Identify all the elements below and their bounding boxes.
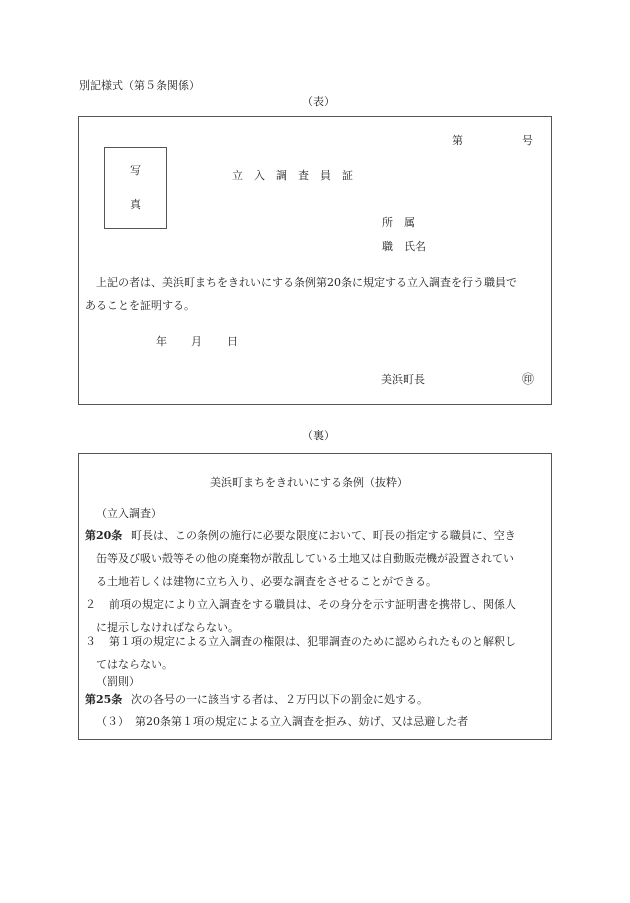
form-title: 別記様式（第５条関係） xyxy=(79,79,200,92)
issuer: 美浜町長 xyxy=(381,373,425,386)
article-25-text: 次の各号の一に該当する者は、２万円以下の罰金に処する。 xyxy=(131,693,428,706)
ordinance-title: 美浜町まちをきれいにする条例（抜粋） xyxy=(210,476,408,489)
heading-inspection: （立入調査） xyxy=(96,507,162,520)
certify-line-2: あることを証明する。 xyxy=(85,299,195,312)
article-25-label: 第25条 xyxy=(85,693,123,706)
paragraph-3-line-2: てはならない。 xyxy=(96,658,173,671)
affiliation-label: 所 属 xyxy=(382,216,415,229)
item-3-number: （３） xyxy=(96,715,129,728)
card-title: 立入調査員証 xyxy=(232,169,364,182)
paragraph-3-line-1: 第１項の規定による立入調査の権限は、犯罪調査のために認められたものと解釈し xyxy=(109,635,516,648)
article-20-label: 第20条 xyxy=(85,529,123,542)
paragraph-3-number: ３ xyxy=(85,635,96,648)
date-day: 日 xyxy=(227,335,238,348)
date-year: 年 xyxy=(156,335,167,348)
item-3-text: 第20条第１項の規定による立入調査を拒み、妨げ、又は忌避した者 xyxy=(135,715,469,728)
number-go: 号 xyxy=(522,134,533,147)
number-dai: 第 xyxy=(452,134,463,147)
name-label: 職 氏名 xyxy=(382,240,426,253)
front-card xyxy=(78,116,552,405)
paragraph-2-number: ２ xyxy=(85,598,96,611)
heading-penalty: （罰則） xyxy=(96,675,140,688)
paragraph-2-line-2: に提示しなければならない。 xyxy=(96,621,239,634)
front-side-label: （表） xyxy=(302,95,335,108)
paragraph-2-line-1: 前項の規定により立入調査をする職員は、その身分を示す証明書を携帯し、関係人 xyxy=(109,598,516,611)
photo-label-2: 真 xyxy=(130,198,141,211)
certify-line-1: 上記の者は、美浜町まちをきれいにする条例第20条に規定する立入調査を行う職員で xyxy=(96,276,517,289)
article-20-line-1: 町長は、この条例の施行に必要な限度において、町長の指定する職員に、空き xyxy=(131,529,516,542)
seal-mark: ㊞ xyxy=(522,372,535,386)
back-card xyxy=(78,453,552,740)
photo-box xyxy=(104,147,167,229)
article-20-line-2: 缶等及び吸い殻等その他の廃棄物が散乱している土地又は自動販売機が設置されてい xyxy=(96,552,514,565)
article-20-line-3: る土地若しくは建物に立ち入り、必要な調査をさせることができる。 xyxy=(96,575,437,588)
date-month: 月 xyxy=(191,335,202,348)
back-side-label: （裏） xyxy=(302,429,335,442)
photo-label-1: 写 xyxy=(130,164,141,177)
